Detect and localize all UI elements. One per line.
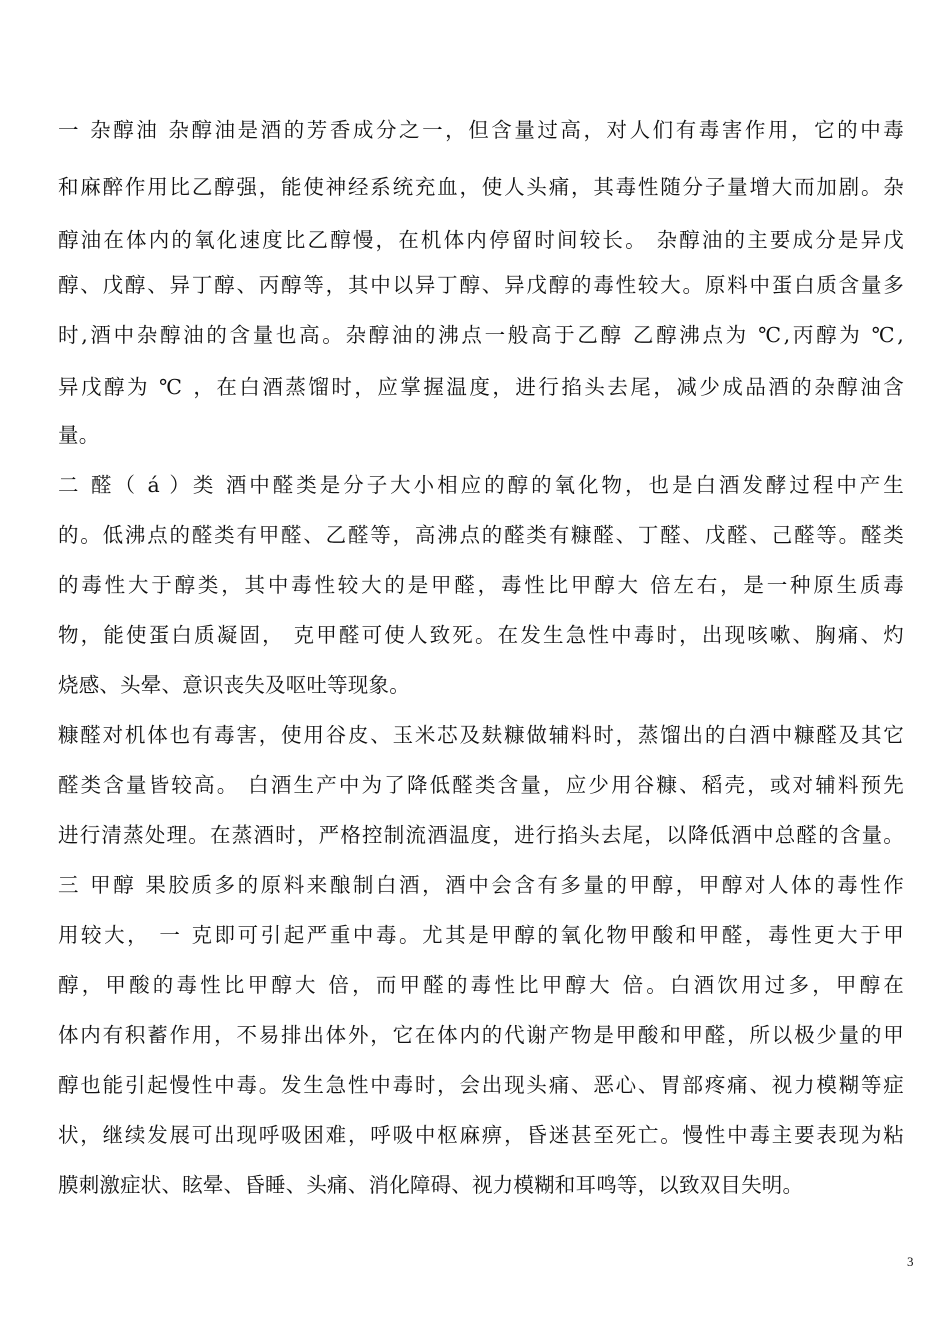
text-line: 状，继续发展可出现呼吸困难，呼吸中枢麻痹，昏迷甚至死亡。慢性中毒主要表现为粘 — [58, 1123, 904, 1147]
text-line: 进行清蒸处理。在蒸酒时，严格控制流酒温度，进行掐头去尾，以降低酒中总醛的含量。 — [58, 823, 904, 847]
text-line: 糠醛对机体也有毒害，使用谷皮、玉米芯及麸糠做辅料时，蒸馏出的白酒中糠醛及其它 — [58, 723, 904, 747]
text-line: 醇也能引起慢性中毒。发生急性中毒时，会出现头痛、恶心、胃部疼痛、视力模糊等症 — [58, 1073, 904, 1097]
text-line: 异戊醇为 ℃ ，在白酒蒸馏时，应掌握温度，进行掐头去尾，减少成品酒的杂醇油含 — [58, 375, 904, 399]
text-line: 的。低沸点的醛类有甲醛、乙醛等，高沸点的醛类有糠醛、丁醛、戊醛、己醛等。醛类 — [58, 523, 904, 547]
text-line: 醇，甲酸的毒性比甲醇大 倍，而甲醛的毒性比甲醇大 倍。白酒饮用过多，甲醇在 — [58, 973, 904, 997]
text-line: 的毒性大于醇类，其中毒性较大的是甲醛，毒性比甲醇大 倍左右，是一种原生质毒 — [58, 573, 904, 597]
text-line: 用较大， 一 克即可引起严重中毒。尤其是甲醇的氧化物甲酸和甲醛，毒性更大于甲 — [58, 923, 904, 947]
text-line: 三 甲醇 果胶质多的原料来酿制白酒，酒中会含有多量的甲醇，甲醇对人体的毒性作 — [58, 873, 904, 897]
text-line: 醇、戊醇、异丁醇、丙醇等，其中以异丁醇、异戊醇的毒性较大。原料中蛋白质含量多 — [58, 273, 904, 297]
text-line: 时,酒中杂醇油的含量也高。杂醇油的沸点一般高于乙醇 乙醇沸点为 ℃,丙醇为 ℃, — [58, 323, 904, 347]
text-line: 醛类含量皆较高。 白酒生产中为了降低醛类含量，应少用谷糠、稻壳，或对辅料预先 — [58, 773, 904, 797]
page-number: 3 — [907, 1254, 914, 1269]
text-line: 醇油在体内的氧化速度比乙醇慢，在机体内停留时间较长。 杂醇油的主要成分是异戊 — [58, 228, 904, 252]
text-line: 烧感、头晕、意识丧失及呕吐等现象。 — [58, 673, 410, 697]
text-line: 和麻醉作用比乙醇强，能使神经系统充血，使人头痛，其毒性随分子量增大而加剧。杂 — [58, 175, 904, 199]
text-line: 膜刺激症状、眩晕、昏睡、头痛、消化障碍、视力模糊和耳鸣等，以致双目失明。 — [58, 1173, 804, 1197]
text-line: 物，能使蛋白质凝固， 克甲醛可使人致死。在发生急性中毒时，出现咳嗽、胸痛、灼 — [58, 623, 904, 647]
text-line: 二 醛（ á ）类 酒中醛类是分子大小相应的醇的氧化物，也是白酒发酵过程中产生 — [58, 473, 904, 497]
text-line: 体内有积蓄作用，不易排出体外，它在体内的代谢产物是甲酸和甲醛，所以极少量的甲 — [58, 1023, 904, 1047]
text-line: 一 杂醇油 杂醇油是酒的芳香成分之一，但含量过高，对人们有毒害作用，它的中毒 — [58, 118, 904, 142]
text-line: 量。 — [58, 423, 100, 447]
